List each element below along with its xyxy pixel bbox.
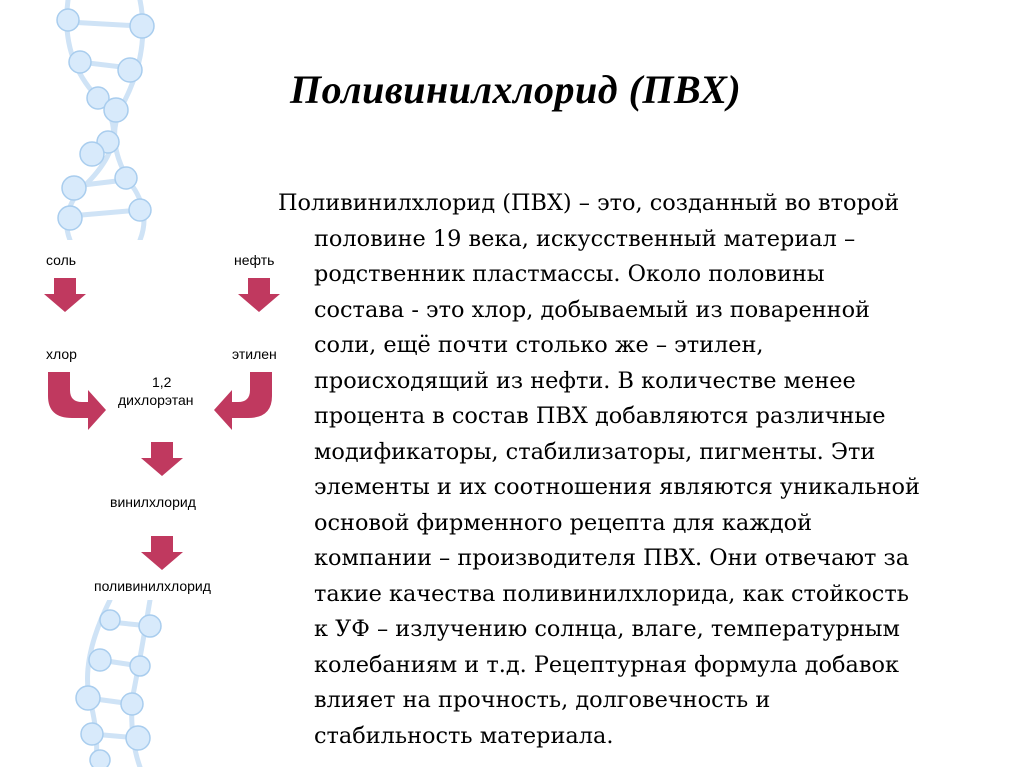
flow-label-oil: нефть <box>234 252 275 268</box>
page-title: Поливинилхлорид (ПВХ) <box>290 67 742 112</box>
arrow-down-icon <box>238 278 280 312</box>
flow-label-ethylene: этилен <box>232 346 277 362</box>
flow-label-vinyl-chloride: винилхлорид <box>110 494 196 510</box>
production-flow-diagram <box>0 240 300 600</box>
molecule-chain-icon <box>40 0 170 240</box>
arrow-down-icon <box>141 442 183 476</box>
flow-label-pvc: поливинилхлорид <box>94 578 211 594</box>
flow-label-dichloroethane: дихлорэтан <box>118 392 194 408</box>
arrow-curved-left-icon <box>214 372 272 430</box>
body-text: Поливинилхлорид (ПВХ) – это, созданный во второй половине 19 века, искусственный материал – родственник пластмассы. Около половины состава - это хлор, добываемый из поваренной соли, ещё почти столько же – этилен, происходящий из нефти. В количестве менее процента в состав ПВХ добавляются различные модификаторы, стабилизаторы, пигменты. Эти элементы и их соотношения являются уникальной основой фирменного рецепта для каждой компании – производителя ПВХ. Они отвечают за такие качества поливинилхлорида, как стойкость к УФ – излучению солнца, влаге, температурным колебаниям и т.д. Рецептурная формула добавок влияет на прочность, долговечность и стабильность материала. <box>278 190 920 749</box>
arrow-down-icon <box>44 278 86 312</box>
flow-label-chlorine: хлор <box>46 346 77 362</box>
flow-arrows <box>0 240 300 600</box>
arrow-down-icon <box>141 536 183 570</box>
molecule-chain-icon <box>40 600 170 767</box>
flow-label-salt: соль <box>46 252 77 268</box>
arrow-curved-right-icon <box>48 372 106 430</box>
flow-label-dichloroethane-number: 1,2 <box>152 374 172 390</box>
